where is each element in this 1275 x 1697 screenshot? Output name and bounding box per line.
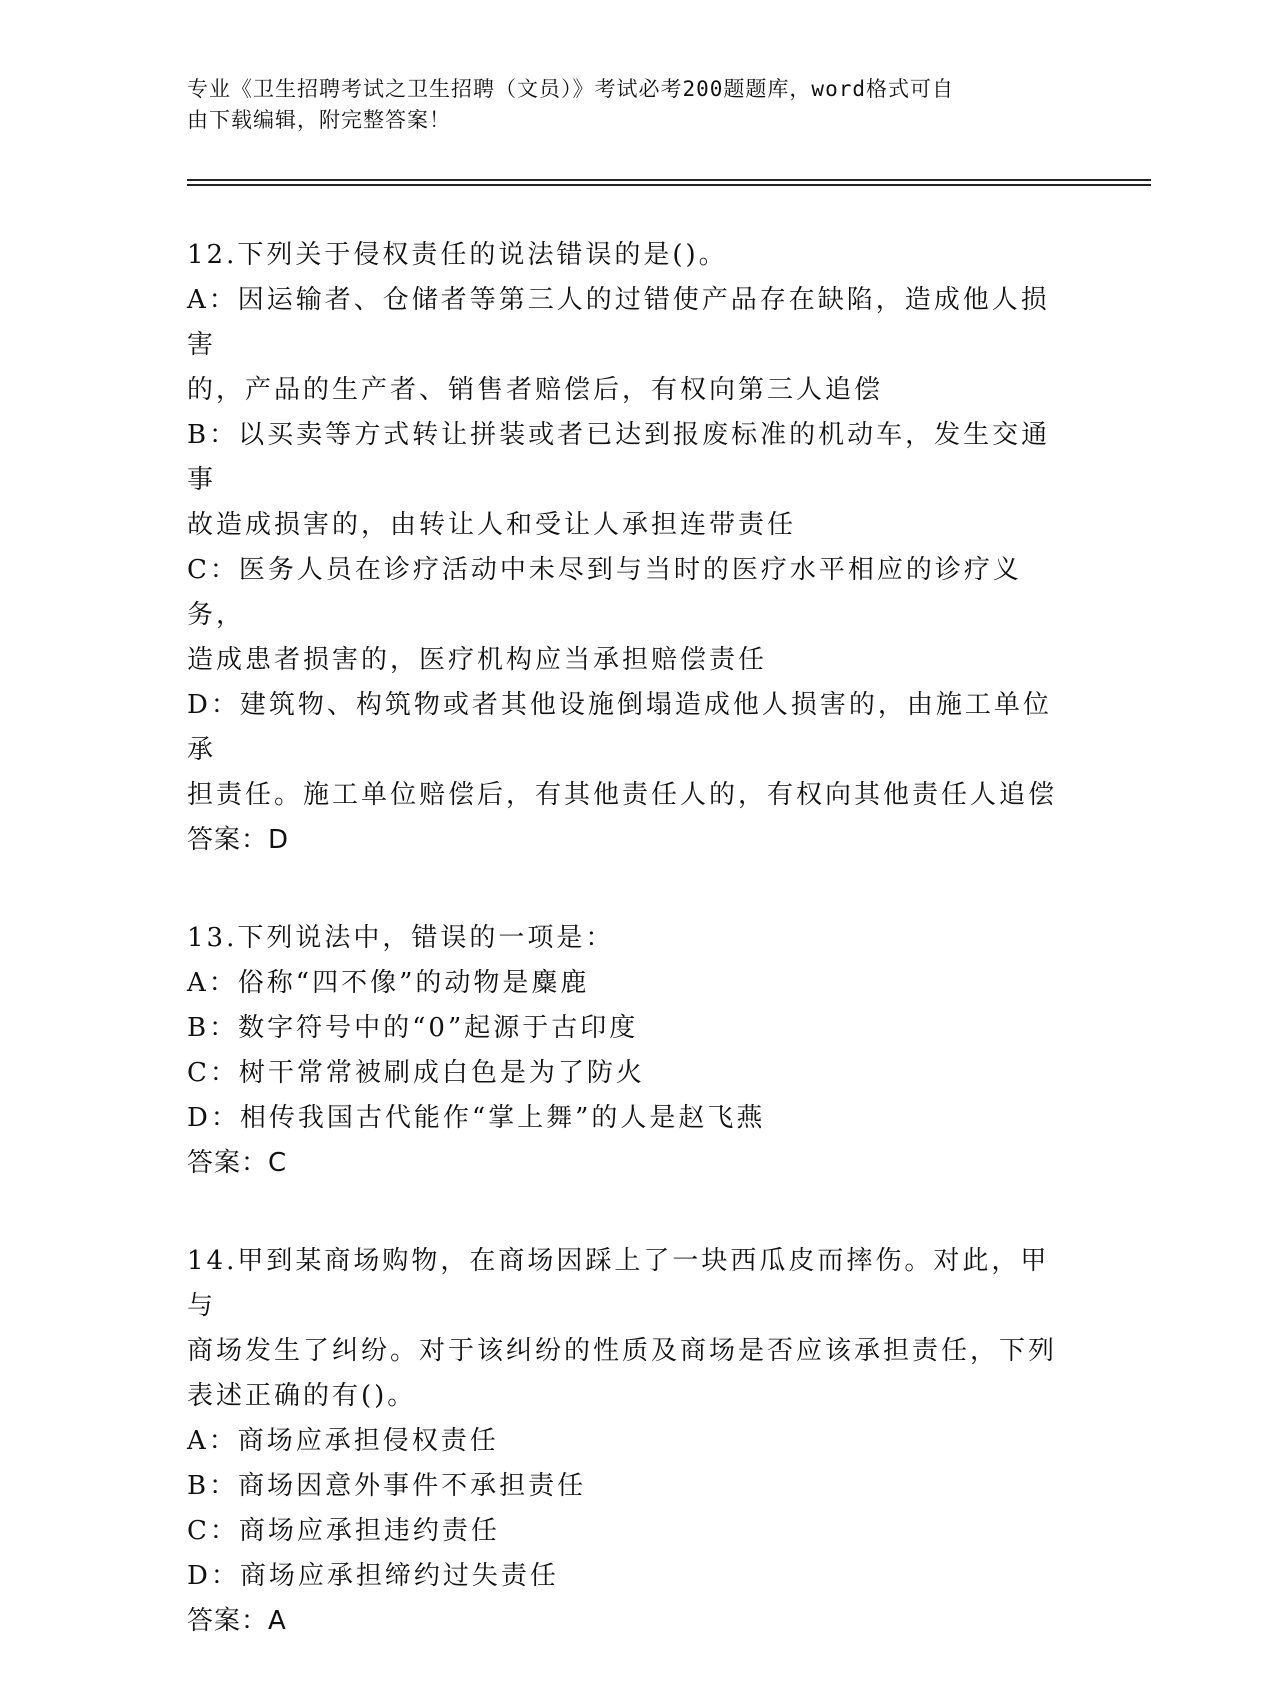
question-14 — [187, 1239, 1077, 1644]
document-header — [187, 74, 1067, 136]
option-b: B：以买卖等方式转让拼装或者已达到报废标准的机动车，发生交通事 — [187, 420, 1051, 495]
answer-label: 答案：C — [187, 1148, 288, 1178]
option-c: C：树干常常被刷成白色是为了防火 — [187, 1058, 645, 1088]
question-text: 12.下列关于侵权责任的说法错误的是()。 — [187, 240, 728, 270]
question-12 — [187, 233, 1077, 863]
option-d: D：相传我国古代能作“掌上舞”的人是赵飞燕 — [187, 1103, 766, 1133]
question-text: 13.下列说法中，错误的一项是： — [187, 923, 615, 953]
question-13 — [187, 916, 1077, 1186]
option-b: B：数字符号中的“0”起源于古印度 — [187, 1013, 639, 1043]
option-d-continued: 担责任。施工单位赔偿后，有其他责任人的，有权向其他责任人追偿 — [187, 780, 1058, 810]
answer-label: 答案：D — [187, 825, 290, 855]
option-c-continued: 造成患者损害的，医疗机构应当承担赔偿责任 — [187, 645, 768, 675]
header-line: 由下载编辑，附完整答案！ — [187, 108, 451, 132]
option-d: D：商场应承担缔约过失责任 — [187, 1561, 559, 1591]
question-text: 14.甲到某商场购物，在商场因踩上了一块西瓜皮而摔伤。对此，甲与 — [187, 1246, 1050, 1321]
question-text-continued: 表述正确的有()。 — [187, 1381, 417, 1411]
question-text-continued: 商场发生了纠纷。对于该纠纷的性质及商场是否应该承担责任，下列 — [187, 1336, 1058, 1366]
option-a: A：因运输者、仓储者等第三人的过错使产品存在缺陷，造成他人损害 — [187, 285, 1050, 360]
option-a-continued: 的，产品的生产者、销售者赔偿后，有权向第三人追偿 — [187, 375, 884, 405]
option-d: D：建筑物、构筑物或者其他设施倒塌造成他人损害的，由施工单位承 — [187, 690, 1052, 765]
option-b: B：商场因意外事件不承担责任 — [187, 1471, 587, 1501]
option-a: A：商场应承担侵权责任 — [187, 1426, 499, 1456]
option-c: C：医务人员在诊疗活动中未尽到与当时的医疗水平相应的诊疗义务， — [187, 555, 1022, 630]
question-list — [187, 233, 1077, 1697]
option-b-continued: 故造成损害的，由转让人和受让人承担连带责任 — [187, 510, 797, 540]
header-divider — [187, 184, 1151, 186]
option-c: C：商场应承担违约责任 — [187, 1516, 500, 1546]
option-a: A：俗称“四不像”的动物是麋鹿 — [187, 968, 590, 998]
header-line: 专业《卫生招聘考试之卫生招聘（文员）》考试必考200题题库，word格式可自 — [187, 77, 954, 101]
answer-label: 答案：A — [187, 1606, 287, 1636]
header-divider — [187, 179, 1151, 181]
